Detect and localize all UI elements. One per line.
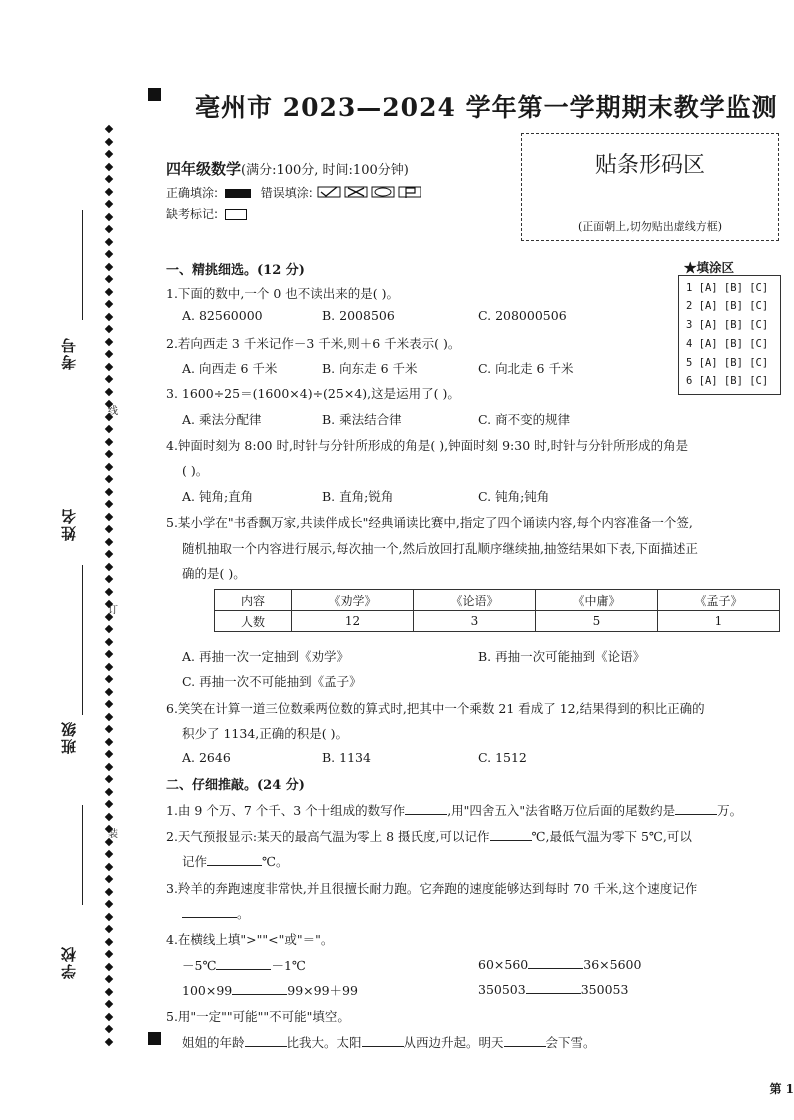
s2-q5-text-a: 姐姐的年龄	[182, 1035, 245, 1050]
diamond-mark	[105, 137, 113, 145]
q4-option-b: B. 直角;锐角	[322, 489, 394, 504]
diamond-mark	[105, 212, 113, 220]
diamond-mark	[105, 762, 113, 770]
q3-option-c: C. 商不变的规律	[478, 412, 571, 427]
table-cell: 《论语》	[414, 590, 536, 611]
diamond-mark	[105, 787, 113, 795]
diamond-mark	[105, 375, 113, 383]
answer-fill-title: ★填涂区	[684, 260, 735, 275]
diamond-mark	[105, 300, 113, 308]
answer-blank[interactable]	[490, 828, 532, 841]
compare-item-2	[478, 956, 641, 972]
diamond-mark	[105, 287, 113, 295]
s2-q3-line1: 3.羚羊的奔跑速度非常快,并且很擅长耐力跑。它奔跑的速度能够达到每时 70 千米,这个速度记作	[166, 881, 698, 896]
q1-option-b: B. 2008506	[322, 308, 395, 323]
q2-option-a: A. 向西走 6 千米	[182, 361, 278, 376]
s2-q4-stem: 4.在横线上填">""<"或"＝"。	[166, 932, 334, 947]
diamond-mark	[105, 687, 113, 695]
diamond-mark	[105, 150, 113, 158]
q6-option-b: B. 1134	[322, 750, 371, 765]
diamond-mark	[105, 312, 113, 320]
answer-fill-row[interactable]: 2 [A] [B] [C]	[686, 300, 769, 312]
barcode-note: (正面朝上,切勿贴出虚线方框)	[577, 220, 723, 233]
s2-q1-text-b: ,用"四舍五入"法省略万位后面的尾数约是	[447, 803, 676, 818]
table-cell: 5	[536, 611, 658, 632]
diamond-mark	[105, 387, 113, 395]
q6-stem-line1: 6.笑笑在计算一道三位数乘两位数的算式时,把其中一个乘数 21 看成了 12,结果得到的积比正确的	[166, 701, 705, 716]
diamond-mark	[105, 437, 113, 445]
diamond-mark	[105, 1037, 113, 1045]
diamond-mark	[105, 775, 113, 783]
table-cell: 1	[658, 611, 780, 632]
diamond-mark	[105, 275, 113, 283]
s2-q5-text-b: 比我大。太阳	[286, 1035, 362, 1050]
answer-blank[interactable]	[207, 853, 262, 866]
q1-option-a: A. 82560000	[182, 308, 263, 323]
binding-mark-xian: 线	[108, 406, 118, 417]
compare-right: 350053	[580, 982, 629, 997]
diamond-mark	[105, 362, 113, 370]
s2-q5-stem: 5.用"一定""可能""不可能"填空。	[166, 1009, 350, 1024]
diamond-mark	[105, 562, 113, 570]
diamond-mark	[105, 512, 113, 520]
table-cell: 12	[292, 611, 414, 632]
answer-fill-row[interactable]: 5 [A] [B] [C]	[686, 357, 769, 369]
answer-blank[interactable]	[526, 981, 581, 994]
diamond-mark	[105, 887, 113, 895]
diamond-mark	[105, 812, 113, 820]
diamond-mark	[105, 1025, 113, 1033]
compare-left: 350503	[478, 982, 526, 997]
table-row	[215, 611, 780, 632]
diamond-mark	[105, 912, 113, 920]
subject-name: 四年级数学	[166, 160, 242, 178]
answer-fill-box	[678, 275, 781, 395]
table-header-row	[215, 590, 780, 611]
q5-option-b: B. 再抽一次可能抽到《论语》	[478, 649, 646, 664]
answer-blank[interactable]	[362, 1034, 404, 1047]
table-cell: 《中庸》	[536, 590, 658, 611]
s2-q5-line	[182, 1033, 596, 1051]
diamond-mark	[105, 737, 113, 745]
answer-fill-row[interactable]: 4 [A] [B] [C]	[686, 338, 769, 350]
answer-blank[interactable]	[405, 802, 447, 815]
compare-right: 36×5600	[583, 957, 642, 972]
diamond-mark	[105, 425, 113, 433]
q1-stem: 1.下面的数中,一个 0 也不读出来的是( )。	[166, 286, 400, 301]
answer-blank[interactable]	[528, 956, 583, 969]
answer-blank[interactable]	[182, 905, 237, 918]
q4-stem-line2: ( )。	[182, 463, 209, 478]
compare-right: －1℃	[271, 958, 306, 973]
diamond-mark	[105, 987, 113, 995]
q3-option-a: A. 乘法分配律	[182, 412, 262, 427]
diamond-mark	[105, 250, 113, 258]
q5-stem-line3: 确的是( )。	[182, 566, 246, 581]
diamond-mark	[105, 475, 113, 483]
s2-q3-text-b: 。	[237, 906, 250, 921]
table-cell: 《劝学》	[292, 590, 414, 611]
subject-meta: (满分:100分, 时间:100分钟)	[241, 163, 409, 178]
q3-stem: 3. 1600÷25＝(1600×4)÷(25×4),这是运用了( )。	[166, 386, 460, 401]
diamond-mark	[105, 125, 113, 133]
diamond-mark	[105, 950, 113, 958]
label-banji: 班级	[60, 720, 78, 754]
q5-option-c: C. 再抽一次不可能抽到《孟子》	[182, 674, 362, 689]
s2-q2-text-c: 记作	[182, 854, 208, 869]
binding-mark-zhuang: 装	[108, 829, 118, 840]
q2-stem: 2.若向西走 3 千米记作－3 千米,则＋6 千米表示( )。	[166, 336, 461, 351]
diamond-mark	[105, 937, 113, 945]
section1-heading: 一、精挑细选。(12 分)	[166, 263, 305, 278]
s2-q2-line2	[182, 852, 289, 870]
diamond-mark	[105, 962, 113, 970]
s2-q2-text-b: ℃,最低气温为零下 5℃,可以	[531, 829, 692, 844]
absent-mark-row	[166, 205, 247, 222]
label-xingming: 姓名	[60, 507, 78, 541]
subject-line	[166, 158, 409, 179]
diamond-mark	[105, 337, 113, 345]
q5-stem-line1: 5.某小学在"书香飘万家,共读伴成长"经典诵读比赛中,指定了四个诵读内容,每个内容准备一个签,	[166, 515, 693, 530]
q5-option-a: A. 再抽一次一定抽到《劝学》	[182, 649, 349, 664]
diamond-mark	[105, 225, 113, 233]
answer-fill-row[interactable]: 1 [A] [B] [C]	[686, 282, 769, 294]
s2-q1	[166, 801, 742, 819]
binding-line-kaohao	[82, 210, 83, 320]
diamond-mark	[105, 575, 113, 583]
diamond-mark	[105, 450, 113, 458]
section2-heading: 二、仔细推敲。(24 分)	[166, 778, 305, 793]
s2-q5-text-c: 从西边升起。明天	[403, 1035, 504, 1050]
barcode-area	[521, 133, 779, 241]
corner-marker-bottom	[148, 1032, 161, 1045]
q1-option-c: C. 208000506	[478, 308, 567, 323]
wrong-fill-label: 错误填涂:	[260, 186, 313, 200]
diamond-mark	[105, 925, 113, 933]
diamond-mark	[105, 537, 113, 545]
compare-item-4	[478, 981, 628, 997]
diamond-mark	[105, 587, 113, 595]
label-kaohao: 考号	[60, 336, 78, 370]
s2-q5-text-d: 会下雪。	[545, 1035, 596, 1050]
q6-option-a: A. 2646	[182, 750, 231, 765]
q2-option-b: B. 向东走 6 千米	[322, 361, 418, 376]
barcode-title: 贴条形码区	[594, 153, 705, 178]
s2-q2-text-a: 2.天气预报显示:某天的最高气温为零上 8 摄氏度,可以记作	[166, 829, 490, 844]
q4-option-c: C. 钝角;钝角	[478, 489, 550, 504]
diamond-mark	[105, 237, 113, 245]
s2-q2-line1	[166, 827, 692, 845]
diamond-mark	[105, 350, 113, 358]
diamond-mark	[105, 875, 113, 883]
answer-blank[interactable]	[216, 957, 271, 970]
q2-option-c: C. 向北走 6 千米	[478, 361, 574, 376]
label-xuexiao: 学校	[60, 945, 78, 979]
diamond-mark	[105, 262, 113, 270]
diamond-mark	[105, 462, 113, 470]
diamond-mark	[105, 200, 113, 208]
table-cell: 人数	[215, 611, 292, 632]
fill-example-row	[166, 184, 421, 202]
diamond-mark	[105, 187, 113, 195]
diamond-mark	[105, 500, 113, 508]
answer-fill-row[interactable]: 3 [A] [B] [C]	[686, 319, 769, 331]
q6-stem-line2: 积少了 1134,正确的积是( )。	[182, 726, 348, 741]
q6-option-c: C. 1512	[478, 750, 527, 765]
page-number: 第 1	[769, 1082, 794, 1096]
binding-diamond-border	[104, 126, 118, 1056]
diamond-mark	[105, 487, 113, 495]
s2-q1-text-c: 万。	[717, 803, 743, 818]
q4-stem-line1: 4.钟面时刻为 8:00 时,时针与分针所形成的角是( ),钟面时刻 9:30 时,时针与分针所形成的角是	[166, 438, 689, 453]
diamond-mark	[105, 750, 113, 758]
compare-item-1	[182, 956, 306, 974]
absent-label: 缺考标记:	[166, 207, 219, 221]
answer-blank[interactable]	[245, 1034, 287, 1047]
binding-line-banji	[82, 805, 83, 905]
diamond-mark	[105, 975, 113, 983]
compare-left: 100×99	[182, 983, 233, 998]
answer-blank[interactable]	[232, 982, 287, 995]
table-cell: 3	[414, 611, 536, 632]
binding-line-xingming	[82, 565, 83, 715]
answer-blank[interactable]	[504, 1034, 546, 1047]
compare-left: 60×560	[478, 957, 529, 972]
table-cell: 内容	[215, 590, 292, 611]
diamond-mark	[105, 725, 113, 733]
s2-q1-text-a: 1.由 9 个万、7 个千、3 个十组成的数写作	[166, 803, 406, 818]
q4-option-a: A. 钝角;直角	[182, 489, 254, 504]
correct-fill-label: 正确填涂:	[166, 186, 219, 200]
compare-item-3	[182, 981, 358, 999]
diamond-mark	[105, 850, 113, 858]
diamond-mark	[105, 550, 113, 558]
wrong-fill-samples-icon	[317, 185, 421, 202]
diamond-mark	[105, 1012, 113, 1020]
diamond-mark	[105, 800, 113, 808]
diamond-mark	[105, 662, 113, 670]
absent-checkbox[interactable]	[225, 209, 247, 220]
compare-right: 99×99＋99	[287, 983, 358, 998]
diamond-mark	[105, 175, 113, 183]
diamond-mark	[105, 900, 113, 908]
table-cell: 《孟子》	[658, 590, 780, 611]
answer-fill-row[interactable]: 6 [A] [B] [C]	[686, 375, 769, 387]
diamond-mark	[105, 525, 113, 533]
s2-q3-line2	[182, 904, 250, 922]
diamond-mark	[105, 637, 113, 645]
diamond-mark	[105, 675, 113, 683]
diamond-mark	[105, 700, 113, 708]
diamond-mark	[105, 862, 113, 870]
s2-q2-text-d: ℃。	[262, 854, 289, 869]
diamond-mark	[105, 650, 113, 658]
diamond-mark	[105, 325, 113, 333]
diamond-mark	[105, 1000, 113, 1008]
exam-title: 亳州市 2023—2024 学年第一学期期末教学监测	[195, 93, 778, 122]
draw-result-table	[214, 589, 780, 632]
q3-option-b: B. 乘法结合律	[322, 412, 402, 427]
q5-stem-line2: 随机抽取一个内容进行展示,每次抽一个,然后放回打乱顺序继续抽,抽签结果如下表,下面描述正	[182, 541, 698, 556]
diamond-mark	[105, 625, 113, 633]
answer-blank[interactable]	[675, 802, 717, 815]
binding-mark-ding: 订	[108, 605, 118, 616]
compare-left: －5℃	[182, 958, 217, 973]
diamond-mark	[105, 162, 113, 170]
diamond-mark	[105, 712, 113, 720]
correct-fill-sample	[225, 189, 251, 198]
corner-marker-top	[148, 88, 161, 101]
